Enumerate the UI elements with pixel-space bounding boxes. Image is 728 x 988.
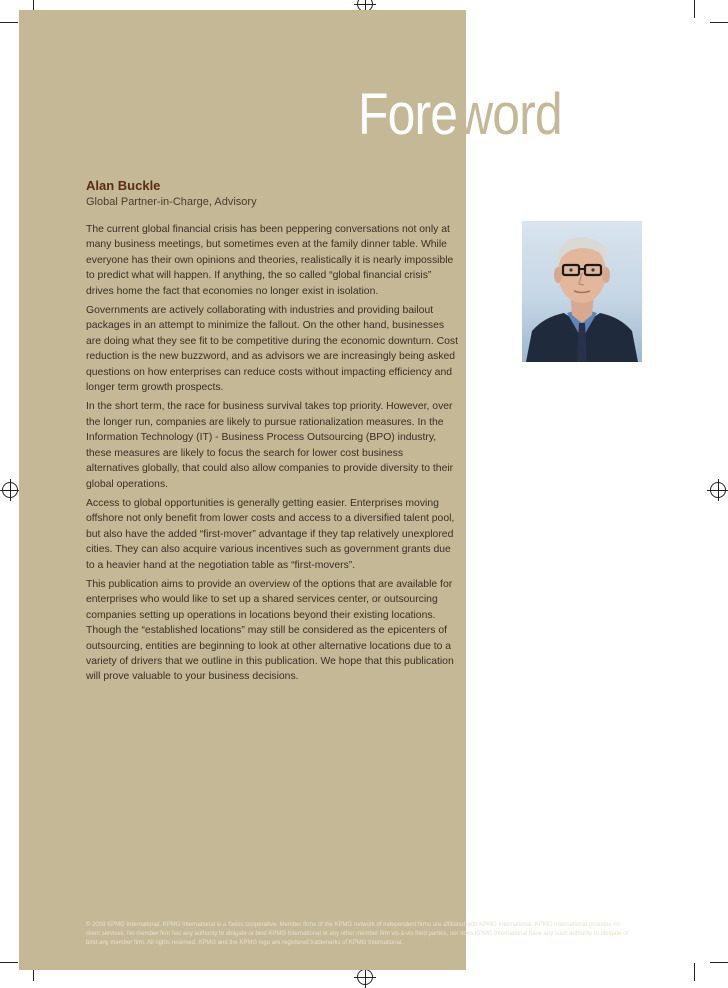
crop-mark	[710, 962, 728, 963]
crop-mark	[0, 962, 18, 963]
body-paragraph: Governments are actively collaborating with industries and providing bailout packages in an attempt to minimize the fallout. On the other hand, businesses are doing what they see fit to be competitive during the economic downturn. Cost reduction is the new buzzword, and as advisors we are increasingly being asked questions on how enterprises can reduce costs without impacting efficiency and longer term growth prospects.	[86, 305, 458, 394]
author-name: Alan Buckle	[86, 178, 161, 193]
portrait-illustration	[522, 221, 642, 362]
body-paragraph: This publication aims to provide an overview of the options that are available for enterprises who would like to set up a shared services center, or outsourcing companies setting up operations in locations beyond their existing locations. Though the “established locations” may still be considered as the epicenters of outsourcing, entities are beginning to look at other alternative locations due to a variety of drivers that we outline in this publication. We hope that this publication will prove valuable to your business decisions.	[86, 578, 454, 683]
author-role: Global Partner-in-Charge, Advisory	[86, 196, 257, 208]
registration-mark-icon	[2, 482, 18, 498]
crop-mark	[694, 0, 695, 18]
author-portrait	[522, 221, 642, 362]
title-part-off-panel: word	[457, 82, 562, 147]
registration-mark-icon	[357, 969, 373, 985]
body-paragraph: In the short term, the race for business survival takes top priority. However, over the longer run, companies are likely to pursue rationalization measures. In the Information Technology (IT) - Business Process Outsourcing (BPO) industry, these measures are likely to focus the search for lower cost business alternatives globally, that could also allow companies to provide diversity to their global operations.	[86, 401, 454, 490]
crop-mark	[694, 963, 695, 981]
foreword-body	[86, 222, 458, 689]
crop-mark	[0, 22, 18, 23]
registration-mark-icon	[710, 482, 726, 498]
page-title	[358, 80, 562, 150]
copyright-notice: © 2009 KPMG International. KPMG International is a Swiss cooperative. Member firms of the KPMG network of independent firms are affiliated with KPMG International. KPMG International provides no client services. No member firm has any authority to obligate or bind KPMG International or any other member firm vis-à-vis third parties, nor does KPMG International have any such authority to obligate or bind any member firm. All rights reserved. KPMG and the KPMG logo are registered trademarks of KPMG International.	[86, 922, 629, 946]
crop-mark	[710, 22, 728, 23]
body-paragraph: Access to global opportunities is generally getting easier. Enterprises moving offshore not only benefit from lower costs and access to a diversified talent pool, but also have the added “first-mover” advantage if they tap relatively unexplored cities. They can also acquire various incentives such as government grants due to a heavier hand at the negotiation table as “first-movers”.	[86, 497, 455, 571]
title-part-on-panel: Fore	[358, 82, 458, 147]
body-paragraph: The current global financial crisis has been peppering conversations not only at many business meetings, but sometimes even at the family dinner table. While everyone has their own opinions and theories, realistically it is nearly impossible to predict what will happen. If anything, the so called “global financial crisis” drives home the fact that economies no longer exist in isolation.	[86, 224, 454, 297]
